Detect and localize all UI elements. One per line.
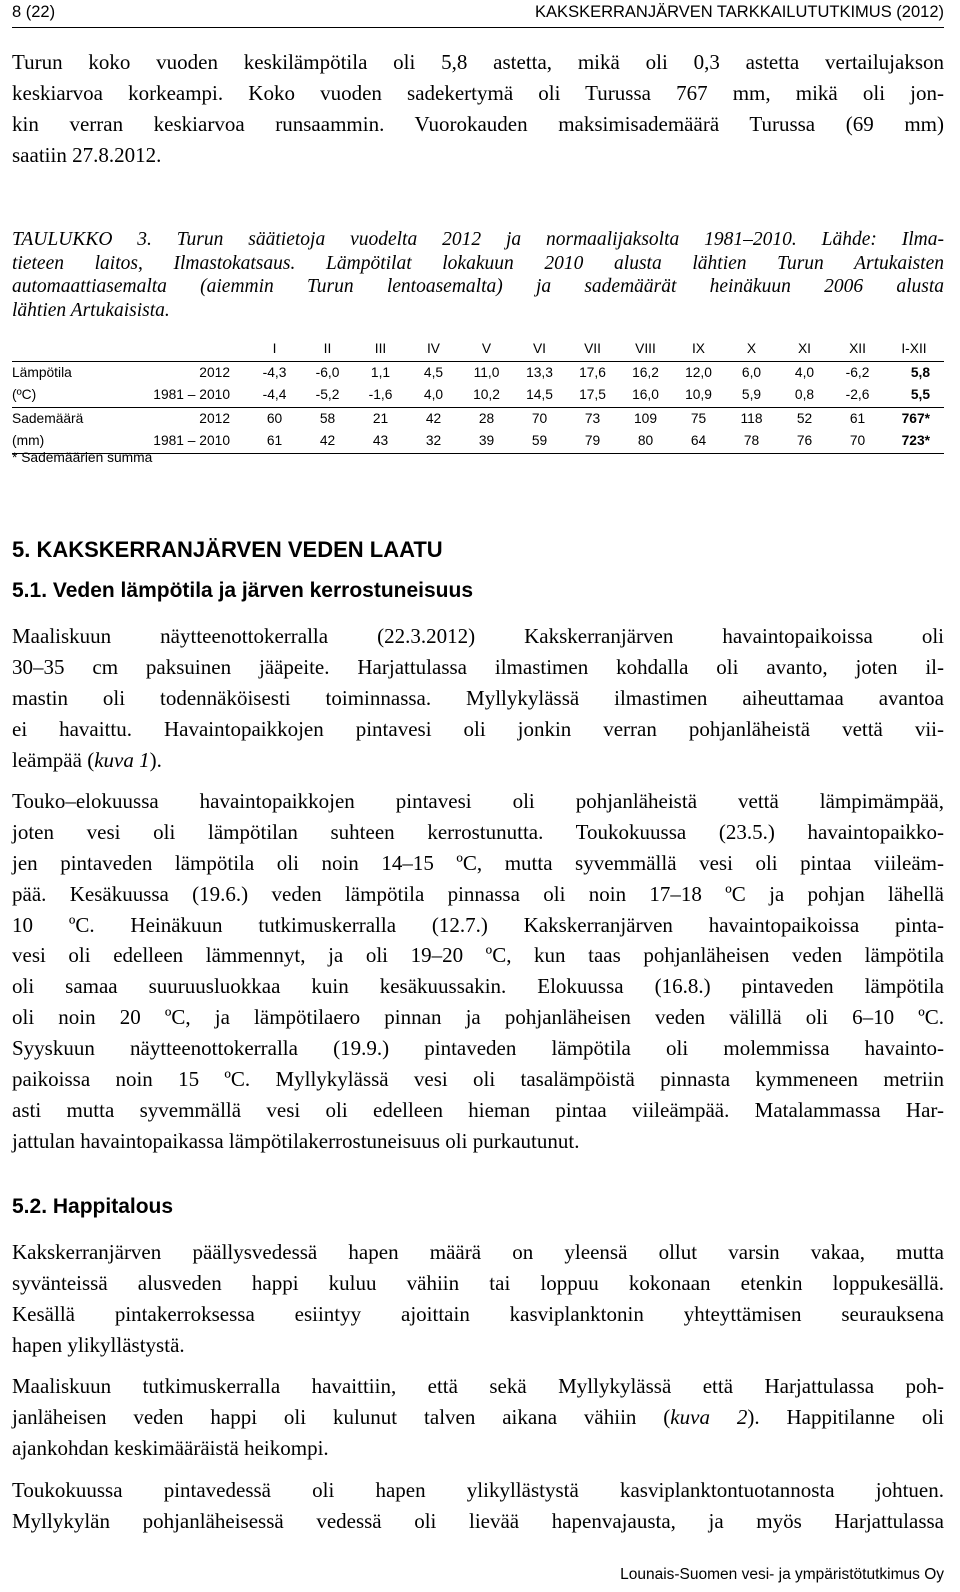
row-label: Lämpötila [12,364,72,380]
table-header-cell: VIII [619,338,672,361]
page-footer: Lounais-Suomen vesi- ja ympäristötutkimus Oy [620,1566,944,1583]
table-header-cell: VII [566,338,619,361]
table-cell: 39 [460,430,513,453]
row-total: 5,5 [884,384,944,407]
table-cell: 73 [584,410,601,426]
text-line: asti mutta syvemmällä vesi oli edelleen hieman pintaa viileämpää. Matalammassa Har- [12,1097,944,1122]
table-cell: 42 [425,410,442,426]
text-line: 30–35 cm paksuinen jääpeite. Harjattulassa ilmastimen kohdalla oli avanto, joten il- [12,654,944,679]
text-line: hapen ylikyllästystä. [12,1332,185,1357]
table-cell: -6,0 [315,364,340,380]
text-fragment: ). Happitilanne oli [747,1404,944,1429]
figure-reference: kuva 2 [670,1404,748,1429]
table-header-cell: I-XII [884,338,944,361]
table-cell: 6,0 [741,364,762,380]
text-line: pää. Kesäkuussa (19.6.) veden lämpötila pinnassa oli noin 17–18 ºC ja pohjan lähellä [12,881,944,906]
climate-table [12,338,944,454]
caption-line: tieteen laitos, Ilmastokatsaus. Lämpötilat lokakuun 2010 alusta lähtien Turun Artukaisten [12,252,944,274]
table-footnote: * Sademäärien summa [12,450,153,465]
row-period: 2012 [199,410,230,426]
intro-paragraph [12,47,944,171]
row-label: Sademäärä [12,410,84,426]
text-line: vesi oli edelleen lämmennyt, ja oli 19–20 ºC, kun taas pohjanläheisen veden lämpötila [12,943,944,968]
text-line: oli samaa suuruusluokkaa kuin kesäkuussakin. Elokuussa (16.8.) pintaveden lämpötila [12,974,944,999]
table-cell: -1,6 [354,384,407,407]
row-period: 1981 – 2010 [130,384,248,407]
row-total: 723* [884,430,944,453]
table-cell: 80 [619,430,672,453]
text-line: joten vesi oli lämpötilan suhteen kerrostunutta. Toukokuussa (23.5.) havaintopaikko- [12,819,944,844]
text-line: ajankohdan keskimääräistä heikompi. [12,1435,329,1460]
text-fragment: ). [149,747,162,772]
paragraph [12,1475,944,1537]
table-row [12,361,944,384]
text-line: ei havaittu. Havaintopaikkojen pintavesi oli jonkin verran pohjanläheistä vettä vii- [12,716,944,741]
table-cell: 4,5 [423,364,444,380]
page-number: 8 (22) [12,3,56,21]
table-row [12,407,944,430]
text-line: Maaliskuun tutkimuskerralla havaittiin, että sekä Myllykylässä että Harjattulassa poh- [12,1374,944,1398]
table-cell: 43 [354,430,407,453]
table-cell: 70 [831,430,884,453]
running-title: KAKSKERRANJÄRVEN TARKKAILUTUTKIMUS (2012) [535,3,944,21]
table-header-cell: IX [672,338,725,361]
table-cell: 109 [633,410,658,426]
table-header-cell: IV [407,338,460,361]
text-line: syvänteissä alusveden happi kuluu vähiin tai loppuu kokonaan etenkin loppukesällä. [12,1270,944,1295]
figure-reference: kuva 1 [94,747,150,772]
table-header-cell: XII [831,338,884,361]
paragraph [12,786,944,1157]
table-header-cell: VI [513,338,566,361]
text-line: Kesällä pintakerroksessa esiintyy ajoittain kasviplanktonin yhteyttämisen seurauksena [12,1301,944,1326]
text-line: Turun koko vuoden keskilämpötila oli 5,8 astetta, mikä oli 0,3 astetta vertailujakson [12,50,944,74]
subsection-heading: 5.1. Veden lämpötila ja järven kerrostuneisuus [12,579,474,602]
table-header-cell: II [301,338,354,361]
table-cell: 59 [513,430,566,453]
table-cell: 79 [566,430,619,453]
text-line: oli noin 20 ºC, ja lämpötilaero pinnan ja pohjanläheisen veden välillä oli 6–10 ºC. [12,1005,944,1030]
table-cell: 32 [407,430,460,453]
table-caption [12,228,944,322]
text-line: Maaliskuun näytteenottokerralla (22.3.2012) Kakskerranjärven havaintopaikoissa oli [12,624,944,648]
section-heading: 5. KAKSKERRANJÄRVEN VEDEN LAATU [12,537,443,562]
paragraph [12,1237,944,1361]
table-cell: 52 [796,410,813,426]
row-label: (mm) [12,430,130,453]
text-fragment: janläheisen veden happi oli kulunut talven aikana vähiin ( [12,1404,671,1429]
table-cell: 14,5 [513,384,566,407]
table-cell: 12,0 [685,364,712,380]
table-cell: 21 [372,410,389,426]
subsection-heading: 5.2. Happitalous [12,1195,174,1218]
table-cell: 5,9 [725,384,778,407]
row-label: (ºC) [12,384,130,407]
table-header-cell: V [460,338,513,361]
table-cell: 42 [301,430,354,453]
text-fragment: leämpää ( [12,747,95,772]
table-cell: 118 [740,410,763,426]
table-cell: 78 [725,430,778,453]
text-line: mastin oli todennäköisesti toiminnassa. Myllykylässä ilmastimen aiheuttamaa avantoa [12,685,944,710]
table-cell: 76 [778,430,831,453]
table-header-cell [12,338,130,361]
table-cell: 28 [478,410,495,426]
table-cell: 16,0 [619,384,672,407]
paragraph [12,621,944,775]
row-total: 5,8 [910,364,930,380]
row-period: 2012 [199,364,230,380]
text-line [12,1402,944,1433]
table-cell: 16,2 [632,364,659,380]
table-header-cell: XI [778,338,831,361]
table-header-row [12,338,944,361]
text-line: jattulan havaintopaikassa lämpötilakerrostuneisuus oli purkautunut. [12,1128,580,1153]
table-header-cell [130,338,248,361]
table-cell: 61 [849,410,866,426]
text-line: kin verran keskiarvoa runsaammin. Vuorokauden maksimisademäärä Turussa (69 mm) [12,111,944,136]
table-cell: 17,5 [566,384,619,407]
caption-line: TAULUKKO 3. Turun säätietoja vuodelta 2012 ja normaalijaksolta 1981–2010. Lähde: Ilma- [12,229,944,250]
text-line: Kakskerranjärven päällysvedessä hapen määrä on yleensä ollut varsin vakaa, mutta [12,1240,944,1264]
table-cell: 58 [319,410,336,426]
table-cell: 13,3 [526,364,553,380]
table-header-cell: I [248,338,301,361]
table-cell: 11,0 [473,364,500,380]
caption-line: lähtien Artukaisista. [12,299,170,321]
table-cell: 61 [248,430,301,453]
table-cell: 70 [531,410,548,426]
table-cell: 4,0 [407,384,460,407]
paragraph [12,1371,944,1464]
table-header-cell: X [725,338,778,361]
table-cell: -4,3 [262,364,287,380]
text-line: Myllykylän pohjanläheisessä vedessä oli lievää hapenvajausta, ja myös Harjattulassa [12,1508,944,1533]
text-line: Touko–elokuussa havaintopaikkojen pintavesi oli pohjanläheistä vettä lämpimämpää, [12,789,944,813]
row-period: 1981 – 2010 [130,430,248,453]
text-line: keskiarvoa korkeampi. Koko vuoden sadekertymä oli Turussa 767 mm, mikä oli jon- [12,80,944,105]
text-line: saatiin 27.8.2012. [12,142,162,167]
text-line: Syyskuun näytteenottokerralla (19.9.) pintaveden lämpötila oli molemmissa havainto- [12,1036,944,1061]
text-line: paikoissa noin 15 ºC. Myllykylässä vesi oli tasalämpöistä pinnasta kymmeneen metriin [12,1067,944,1092]
table-cell: 10,2 [460,384,513,407]
text-line: Toukokuussa pintavedessä oli hapen ylikyllästystä kasviplanktontuotannosta johtuen. [12,1478,944,1502]
text-line: jen pintaveden lämpötila oli noin 14–15 ºC, mutta syvemmällä vesi oli pintaa viileäm- [12,850,944,875]
caption-line: automaattiasemalta (aiemmin Turun lentoasemalta) ja sademäärät heinäkuun 2006 alusta [12,276,944,298]
text-line [12,745,944,776]
text-line: 10 ºC. Heinäkuun tutkimuskerralla (12.7.) Kakskerranjärven havaintopaikoissa pinta- [12,912,944,937]
table-row [12,384,944,407]
table-cell: 17,6 [579,364,606,380]
table-header-cell: III [354,338,407,361]
table-cell: 4,0 [794,364,815,380]
table-cell: 10,9 [672,384,725,407]
table-cell: -5,2 [301,384,354,407]
table-cell: 1,1 [370,364,391,380]
table-cell: -4,4 [248,384,301,407]
page-header [12,3,944,28]
table-cell: 64 [672,430,725,453]
table-cell: 75 [690,410,707,426]
table-cell: -6,2 [845,364,870,380]
table-cell: -2,6 [831,384,884,407]
table-cell: 60 [266,410,283,426]
row-total: 767* [901,410,930,426]
table-cell: 0,8 [778,384,831,407]
